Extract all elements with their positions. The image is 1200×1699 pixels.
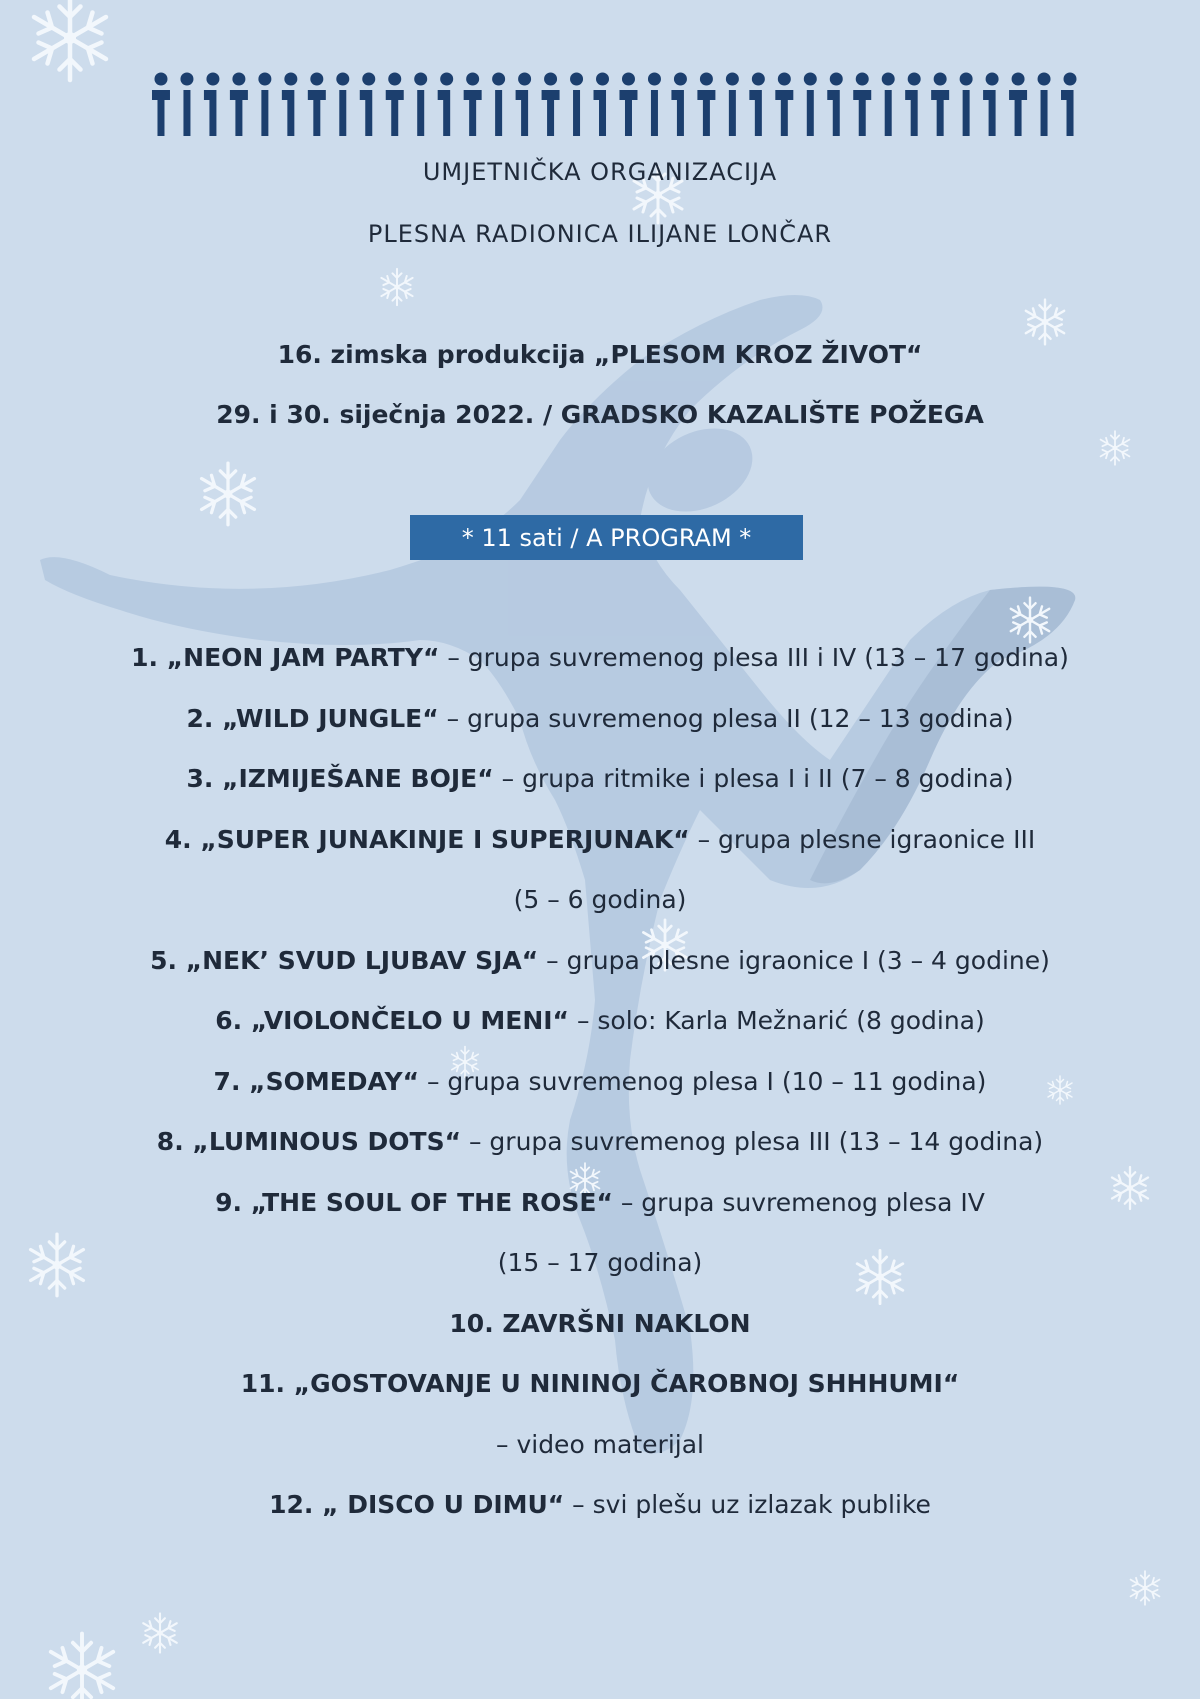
dancer-figure-icon bbox=[697, 73, 715, 137]
dancer-figure-icon bbox=[726, 73, 739, 137]
dancer-figure-icon bbox=[905, 73, 921, 137]
snowflake-icon bbox=[1131, 1571, 1160, 1605]
program-item bbox=[0, 1112, 1200, 1173]
dancer-figure-icon bbox=[492, 73, 505, 137]
dancer-figure-icon bbox=[204, 73, 220, 137]
program-item-title: 4. „SUPER JUNAKINJE I SUPERJUNAK“ bbox=[164, 824, 690, 854]
snowflake-icon bbox=[51, 1634, 113, 1699]
program-item-detail: – video materijal bbox=[496, 1429, 704, 1459]
dancer-figure-icon bbox=[827, 73, 843, 137]
program-item-title: 3. „IZMIJEŠANE BOJE“ bbox=[186, 764, 494, 793]
snowflake-icon bbox=[202, 463, 255, 525]
dancer-figure-icon bbox=[570, 73, 583, 137]
program-item-title: 11. „GOSTOVANJE U NININOJ ČAROBNOJ SHHHUMI“ bbox=[240, 1369, 960, 1398]
dancer-figure-icon bbox=[749, 73, 765, 137]
dancer-figure-icon bbox=[414, 73, 427, 137]
dancer-figure-icon bbox=[931, 73, 949, 137]
program-item-detail: – grupa ritmike i plesa I i II (7 – 8 godina) bbox=[493, 764, 1014, 793]
dancer-figure-icon bbox=[230, 73, 248, 137]
dancer-figure-icon bbox=[853, 73, 871, 137]
program-item bbox=[0, 810, 1200, 871]
dancer-figure-icon bbox=[464, 73, 482, 137]
program-item bbox=[0, 628, 1200, 689]
program-item-detail: – grupa suvremenog plesa I (10 – 11 godina) bbox=[419, 1066, 987, 1096]
program-item bbox=[0, 1173, 1200, 1234]
program-item bbox=[0, 870, 1200, 931]
program-item-detail: – grupa suvremenog plesa II (12 – 13 godina) bbox=[438, 703, 1014, 733]
program-item bbox=[0, 931, 1200, 992]
snowflake-icon bbox=[1026, 300, 1064, 345]
program-item-detail: (15 – 17 godina) bbox=[497, 1248, 703, 1277]
dancer-figure-icon bbox=[258, 73, 271, 137]
program-badge: * 11 sati / A PROGRAM * bbox=[410, 515, 803, 560]
dancer-figure-icon bbox=[671, 73, 687, 137]
program-item bbox=[0, 1294, 1200, 1355]
program-item bbox=[0, 689, 1200, 750]
program-item bbox=[0, 749, 1200, 810]
dancer-figure-icon bbox=[882, 73, 895, 137]
program-item bbox=[0, 1354, 1200, 1415]
dancer-figure-icon bbox=[438, 73, 454, 137]
program-item-detail: – grupa suvremenog plesa IV bbox=[612, 1187, 985, 1217]
program-item-title: 12. „ DISCO U DIMU“ bbox=[269, 1490, 565, 1519]
dancer-figure-icon bbox=[594, 73, 610, 137]
dancer-figure-icon bbox=[1009, 73, 1027, 137]
dancer-figure-icon bbox=[1061, 73, 1077, 137]
program-item-detail: – grupa plesne igraonice I (3 – 4 godine) bbox=[538, 945, 1050, 975]
dancer-figure-icon bbox=[336, 73, 349, 137]
snowflake-icon bbox=[34, 0, 106, 80]
program-item-detail: – svi plešu uz izlazak publike bbox=[564, 1490, 931, 1519]
dancer-figures-logo bbox=[148, 72, 1083, 138]
program-list bbox=[0, 628, 1200, 1536]
dancer-figure-icon bbox=[542, 73, 560, 137]
dancer-figure-icon bbox=[516, 73, 532, 137]
org-name: PLESNA RADIONICA ILIJANE LONČAR bbox=[367, 220, 833, 248]
program-item bbox=[0, 991, 1200, 1052]
dancer-figure-icon bbox=[804, 73, 817, 137]
program-item-title: 6. „VIOLONČELO U MENI“ bbox=[215, 1006, 569, 1035]
dancer-figure-icon bbox=[648, 73, 661, 137]
program-item-detail: – grupa plesne igraonice III bbox=[689, 824, 1036, 854]
dancer-figure-icon bbox=[619, 73, 637, 137]
program-item bbox=[0, 1415, 1200, 1476]
dancer-figure-icon bbox=[775, 73, 793, 137]
program-item-title: 1. „NEON JAM PARTY“ bbox=[131, 643, 440, 672]
dancer-figure-icon bbox=[152, 73, 170, 137]
production-title: 16. zimska produkcija „PLESOM KROZ ŽIVOT“ bbox=[277, 340, 923, 369]
snowflake-icon bbox=[1101, 431, 1130, 465]
program-item-detail: (5 – 6 godina) bbox=[513, 885, 687, 914]
dancer-figure-icon bbox=[180, 73, 193, 137]
program-item-title: 2. „WILD JUNGLE“ bbox=[186, 703, 439, 733]
program-item bbox=[0, 1052, 1200, 1113]
program-item-title: 10. ZAVRŠNI NAKLON bbox=[449, 1308, 751, 1338]
date-venue: 29. i 30. siječnja 2022. / GRADSKO KAZALIŠTE POŽEGA bbox=[216, 400, 984, 429]
dancer-figure-icon bbox=[1038, 73, 1051, 137]
program-item-title: 5. „NEK’ SVUD LJUBAV SJA“ bbox=[150, 945, 539, 975]
program-item-detail: – grupa suvremenog plesa III (13 – 14 godina) bbox=[461, 1127, 1044, 1156]
org-line-1: UMJETNIČKA ORGANIZACIJA bbox=[422, 158, 778, 186]
dancer-figure-icon bbox=[960, 73, 973, 137]
dancer-figure-icon bbox=[308, 73, 326, 137]
program-item-title: 8. „LUMINOUS DOTS“ bbox=[156, 1127, 462, 1156]
program-item bbox=[0, 1475, 1200, 1536]
program-item bbox=[0, 1233, 1200, 1294]
program-item-title: 9. „THE SOUL OF THE ROSE“ bbox=[215, 1187, 613, 1217]
program-item-detail: – solo: Karla Mežnarić (8 godina) bbox=[569, 1006, 985, 1035]
program-item-detail: – grupa suvremenog plesa III i IV (13 – 17 godina) bbox=[439, 643, 1069, 672]
snowflake-icon bbox=[381, 269, 412, 305]
dancer-figure-icon bbox=[983, 73, 999, 137]
dancer-figure-icon bbox=[386, 73, 404, 137]
dancer-figure-icon bbox=[360, 73, 376, 137]
snowflake-icon bbox=[143, 1613, 177, 1652]
dancer-figure-icon bbox=[282, 73, 298, 137]
program-item-title: 7. „SOMEDAY“ bbox=[213, 1066, 420, 1096]
